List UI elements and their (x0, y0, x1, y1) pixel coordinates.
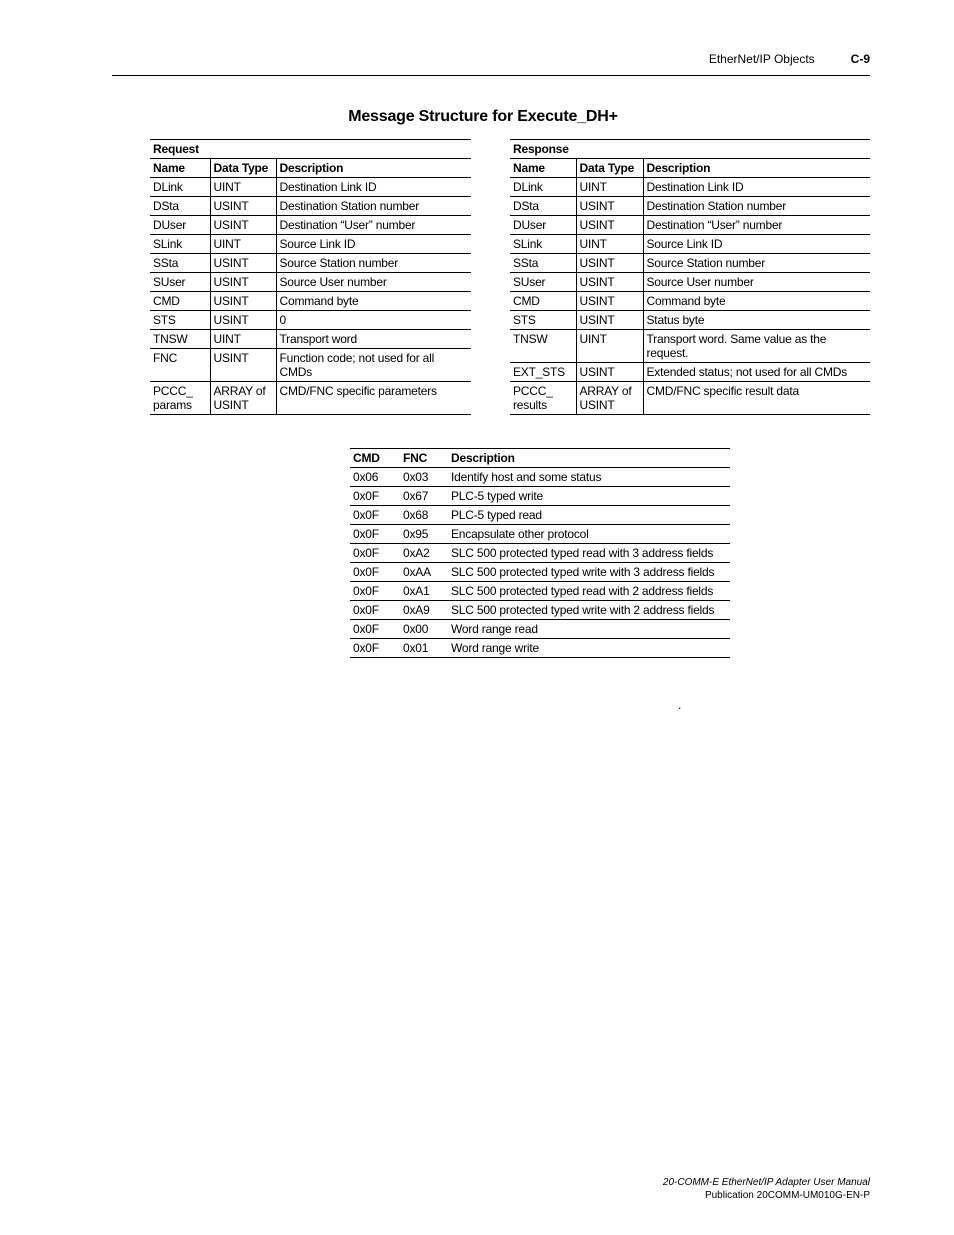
table-cell: 0x06 (350, 468, 400, 487)
table-cell: CMD/FNC specific result data (643, 382, 870, 415)
column-header: Data Type (576, 159, 643, 178)
table-cell: DUser (150, 216, 210, 235)
table-cell: 0x0F (350, 525, 400, 544)
column-header: FNC (400, 449, 448, 468)
table-cell: 0x0F (350, 563, 400, 582)
column-header: CMD (350, 449, 400, 468)
table-cell: 0x0F (350, 487, 400, 506)
table-row (350, 563, 730, 582)
table-cell: 0xAA (400, 563, 448, 582)
table-cell: DLink (150, 178, 210, 197)
table-row (510, 382, 870, 415)
table-cell: PLC-5 typed write (448, 487, 730, 506)
table-row (350, 525, 730, 544)
table-cell: 0x95 (400, 525, 448, 544)
table-cell: Identify host and some status (448, 468, 730, 487)
table-cell: USINT (210, 254, 276, 273)
page-number: C-9 (850, 52, 870, 66)
table-row (350, 620, 730, 639)
table-row (150, 235, 471, 254)
table-row (150, 349, 471, 382)
running-header (709, 52, 870, 66)
table-cell: 0x0F (350, 639, 400, 658)
table-row (350, 487, 730, 506)
column-header: Name (510, 159, 576, 178)
table-cell: Destination Station number (643, 197, 870, 216)
table-cell: STS (150, 311, 210, 330)
command-function-table (350, 448, 730, 658)
table-cell: USINT (210, 349, 276, 382)
table-cell: Source Station number (276, 254, 471, 273)
footer-publication: Publication 20COMM-UM010G-EN-P (704, 1190, 870, 1201)
table-cell: Command byte (276, 292, 471, 311)
table-cell: SLC 500 protected typed write with 2 address fields (448, 601, 730, 620)
table-row (510, 197, 870, 216)
table-cell: Source Link ID (643, 235, 870, 254)
table-row (150, 292, 471, 311)
table-cell: Extended status; not used for all CMDs (643, 363, 870, 382)
table-cell: DLink (510, 178, 576, 197)
table-cell: CMD (510, 292, 576, 311)
table-cell: SLC 500 protected typed read with 2 address fields (448, 582, 730, 601)
response-table-body (510, 178, 870, 415)
table-cell: DSta (150, 197, 210, 216)
page-footer (663, 1176, 870, 1202)
table-cell: EXT_STS (510, 363, 576, 382)
table-row (350, 544, 730, 563)
table-cell: 0xA1 (400, 582, 448, 601)
request-table-body (150, 178, 471, 415)
table-cell: SLink (510, 235, 576, 254)
table-cell: 0xA9 (400, 601, 448, 620)
table-cell: Word range read (448, 620, 730, 639)
table-row (350, 639, 730, 658)
table-cell: 0x0F (350, 601, 400, 620)
table-cell: USINT (576, 273, 643, 292)
table-row (510, 311, 870, 330)
column-header: Data Type (210, 159, 276, 178)
table-row (350, 601, 730, 620)
table-cell: TNSW (150, 330, 210, 349)
page-title: Message Structure for Execute_DH+ (348, 108, 618, 125)
table-row (150, 273, 471, 292)
table-cell: 0x0F (350, 506, 400, 525)
table-cell: PLC-5 typed read (448, 506, 730, 525)
table-row (510, 292, 870, 311)
table-cell: CMD/FNC specific parameters (276, 382, 471, 415)
table-cell: Destination “User” number (643, 216, 870, 235)
table-cell: Source User number (643, 273, 870, 292)
table-row (150, 178, 471, 197)
table-cell: UINT (210, 178, 276, 197)
table-row (510, 216, 870, 235)
table-cell: USINT (576, 197, 643, 216)
table-cell: UINT (576, 235, 643, 254)
table-cell: Destination Link ID (276, 178, 471, 197)
table-cell: CMD (150, 292, 210, 311)
table-row (510, 235, 870, 254)
table-cell: SLC 500 protected typed read with 3 address fields (448, 544, 730, 563)
response-table (510, 139, 870, 415)
table-cell: Source Link ID (276, 235, 471, 254)
table-cell: Word range write (448, 639, 730, 658)
table-cell: 0x03 (400, 468, 448, 487)
table-cell: USINT (210, 216, 276, 235)
table-cell: Function code; not used for all CMDs (276, 349, 471, 382)
footer-manual-title: 20-COMM-E EtherNet/IP Adapter User Manual (662, 1177, 870, 1188)
table-cell: USINT (210, 311, 276, 330)
table-row (150, 216, 471, 235)
table-cell: Destination Station number (276, 197, 471, 216)
table-row (150, 382, 471, 415)
table-row (150, 197, 471, 216)
table-cell: USINT (576, 292, 643, 311)
table-cell: UINT (576, 178, 643, 197)
table-cell: USINT (576, 216, 643, 235)
command-table-body (350, 468, 730, 658)
table-cell: SSta (510, 254, 576, 273)
request-table (150, 139, 471, 415)
table-cell: 0 (276, 311, 471, 330)
table-cell: 0x01 (400, 639, 448, 658)
table-row (510, 363, 870, 382)
column-header: Description (448, 449, 730, 468)
stray-mark: . (678, 698, 682, 712)
table-cell: UINT (210, 235, 276, 254)
table-cell: DUser (510, 216, 576, 235)
table-cell: Command byte (643, 292, 870, 311)
table-cell: ARRAY of USINT (210, 382, 276, 415)
table-cell: Encapsulate other protocol (448, 525, 730, 544)
table-cell: FNC (150, 349, 210, 382)
table-cell: 0x0F (350, 582, 400, 601)
table-cell: USINT (576, 254, 643, 273)
table-cell: Transport word. Same value as the request. (643, 330, 870, 363)
table-cell: Status byte (643, 311, 870, 330)
table-cell: SUser (150, 273, 210, 292)
column-header: Description (643, 159, 870, 178)
table-row (150, 254, 471, 273)
table-cell: USINT (576, 311, 643, 330)
table-row (510, 254, 870, 273)
table-cell: 0x0F (350, 620, 400, 639)
table-row (510, 273, 870, 292)
table-cell: Destination “User” number (276, 216, 471, 235)
table-cell: DSta (510, 197, 576, 216)
table-cell: 0xA2 (400, 544, 448, 563)
table-cell: Source User number (276, 273, 471, 292)
table-cell: SUser (510, 273, 576, 292)
table-cell: SLC 500 protected typed write with 3 address fields (448, 563, 730, 582)
column-header: Description (276, 159, 471, 178)
table-cell: STS (510, 311, 576, 330)
table-cell: UINT (210, 330, 276, 349)
column-header: Name (150, 159, 210, 178)
table-cell: SSta (150, 254, 210, 273)
table-cell: USINT (210, 292, 276, 311)
table-row (350, 582, 730, 601)
table-row (350, 468, 730, 487)
header-section: EtherNet/IP Objects (708, 52, 815, 66)
table-cell: 0x68 (400, 506, 448, 525)
table-cell: TNSW (510, 330, 576, 363)
table-cell: Source Station number (643, 254, 870, 273)
header-rule (112, 75, 870, 76)
table-cell: USINT (210, 273, 276, 292)
table-row (510, 178, 870, 197)
table-cell: USINT (210, 197, 276, 216)
table-cell: SLink (150, 235, 210, 254)
table-cell: UINT (576, 330, 643, 363)
table-row (150, 311, 471, 330)
table-cell: PCCC_ params (150, 382, 210, 415)
response-caption: Response (510, 140, 870, 159)
table-row (150, 330, 471, 349)
table-cell: Transport word (276, 330, 471, 349)
table-cell: ARRAY of USINT (576, 382, 643, 415)
request-caption: Request (150, 140, 471, 159)
table-cell: 0x0F (350, 544, 400, 563)
table-cell: PCCC_ results (510, 382, 576, 415)
table-cell: 0x00 (400, 620, 448, 639)
table-cell: 0x67 (400, 487, 448, 506)
table-row (350, 506, 730, 525)
table-cell: USINT (576, 363, 643, 382)
table-row (510, 330, 870, 363)
table-cell: Destination Link ID (643, 178, 870, 197)
